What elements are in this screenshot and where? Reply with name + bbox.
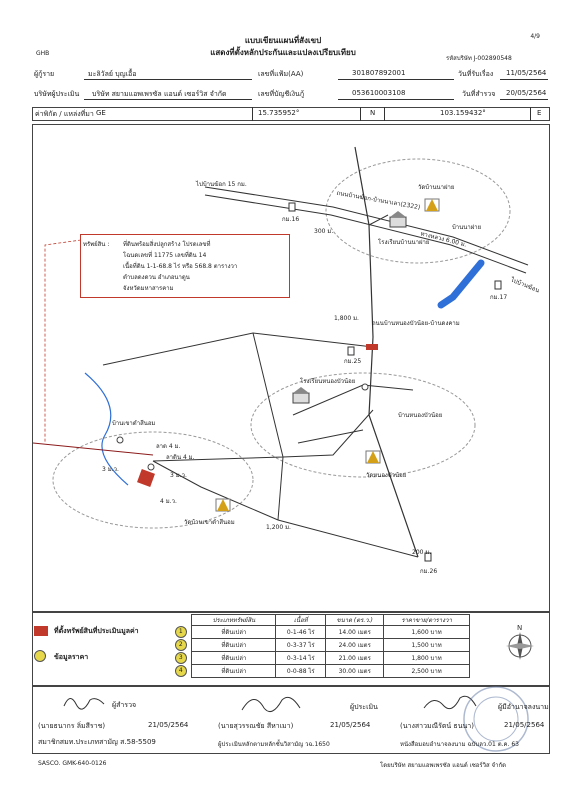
table-cell-size: 21.00 เมตร: [326, 652, 384, 665]
table-cell-type: ที่ดินเปล่า: [192, 665, 276, 678]
table-cell-price: 1,500 บาท: [384, 639, 470, 652]
table-cell-type: ที่ดินเปล่า: [192, 639, 276, 652]
local-road-south-2: [278, 457, 283, 520]
property-line-2: โฉนดเลขที่ 11775 เลขที่ดิน 14: [123, 252, 207, 259]
school-nongbua-icon: [293, 387, 309, 403]
file-number: 301807892001: [352, 69, 406, 77]
km16-icon: [289, 203, 295, 211]
temple-nongbua-icon: [366, 451, 380, 463]
authorized-signer-cert: หนังสือมอบอำนาจลงนาม ฉบับลว.01 ต.ค. 63: [400, 741, 519, 748]
table-cell-type: ที่ดินเปล่า: [192, 652, 276, 665]
local-road-label: ถนนบ้านหนองบัวน้อย-บ้านดงคาม: [372, 320, 460, 327]
school-nongbua-label: โรงเรียนหนองบัวน้อย: [300, 378, 356, 385]
crossing-marker: [366, 344, 378, 350]
village-khaodam-label: บ้านเขาดำสีนอม: [112, 420, 156, 427]
zone-khaodam: [53, 432, 253, 528]
map-area: [32, 124, 550, 612]
appraiser-signer-date: 21/05/2564: [330, 721, 371, 729]
title-sub: แสดงที่ตั้งหลักประกันและแปลงเปรียบเทียบ: [210, 48, 356, 57]
property-link-line: [45, 240, 81, 443]
km16-label: กม.16: [282, 216, 300, 223]
school-nafai-icon: [390, 211, 406, 227]
borrower-label: ผู้กู้ราย: [34, 70, 55, 78]
surveyor-date: 21/05/2564: [148, 721, 189, 729]
title-main: แบบเขียนแผนที่สังเขป: [244, 36, 322, 45]
property-legend-icon: [34, 626, 48, 636]
village-lane-a: [293, 385, 413, 415]
ghb-logo: GHB: [36, 50, 50, 57]
authorized-signer-title: ผู้มีอำนาจลงนาม: [498, 703, 549, 711]
property-box-label: ทรัพย์สิน :: [83, 241, 110, 248]
table-cell-price: 2,500 บาท: [384, 665, 470, 678]
table-cell-area: 0-1-46 ไร่: [276, 626, 326, 639]
table-cell-area: 0-3-37 ไร่: [276, 639, 326, 652]
table-row: [170, 652, 470, 665]
distance-1200-label: 1,200 ม.: [266, 524, 291, 531]
table-header-area: เนื้อที่: [276, 615, 326, 626]
row-number-badge: 3: [175, 652, 187, 664]
temple-khaodam-icon: [216, 499, 230, 511]
temple-nafai-icon: [425, 199, 439, 211]
table-cell-type: ที่ดินเปล่า: [192, 626, 276, 639]
village-nongbua-label: บ้านหนองบัวน้อย: [398, 412, 443, 419]
signature-image: [60, 690, 110, 712]
road-width-label-e: 3 ม.ว.: [170, 472, 187, 479]
table-header-price: ราคาขาย/ตารางวา: [384, 615, 470, 626]
km17-label: กม.17: [490, 294, 508, 301]
receive-date-label: วันที่รับเรื่อง: [458, 70, 494, 78]
appraiser-name: บริษัท สยามแอพเพรซัล แอนด์ เซอร์วิส จำกัด: [92, 90, 227, 98]
market-point-icon: [362, 384, 368, 390]
property-legend-label: ที่ตั้งทรัพย์สินที่ประเมินมูลค่า: [54, 627, 139, 635]
surveyor-cert: สมาชิกสมท.ประเภทสามัญ ส.58-5509: [38, 738, 156, 746]
survey-date-label: วันที่สำรวจ: [462, 90, 496, 98]
km25-icon: [348, 347, 354, 355]
distance-200-label: 200 ม.: [412, 549, 432, 556]
property-info-box: [80, 234, 290, 298]
km26-label: กม.26: [420, 568, 438, 575]
market-legend-icon: [34, 650, 46, 662]
table-cell-area: 0-3-14 ไร่: [276, 652, 326, 665]
appraiser-label: บริษัทผู้ประเมิน: [34, 90, 80, 98]
table-row: [170, 626, 470, 639]
market-point-icon: [117, 437, 123, 443]
appraiser-signer-title: ผู้ประเมิน: [350, 703, 378, 711]
road-width-label-a: 3 ม.ว.: [102, 466, 119, 473]
property-line-1: ที่ดินพร้อมสิ่งปลูกสร้าง โปรดเลขที่: [123, 241, 211, 248]
row-number-badge: 4: [175, 665, 187, 677]
latitude: 15.735952°: [258, 109, 300, 117]
property-line-3: เนื้อที่ดิน 1-1-68.8 ไร่ หรือ 568.8 ตารางวา: [123, 263, 238, 270]
road-width-label-d: 4 ม.ว.: [160, 498, 177, 505]
svg-text:N: N: [517, 624, 523, 632]
account-number-label: เลขที่บัญชีเงินกู้: [258, 90, 305, 98]
temple-khaodam-label: วัดบ้านเขาดำสีนอม: [184, 519, 235, 526]
road-east-label: ไปบ้านฆ้อน: [509, 276, 541, 295]
main-road-label: ถนนบ้านฆ้อก-บ้านนาเลา(2322): [335, 189, 421, 212]
local-road-link: [283, 410, 373, 457]
row-number-badge: 2: [175, 639, 187, 651]
local-road-west: [103, 333, 373, 365]
table-row: [170, 665, 470, 678]
property-access-line: [33, 443, 153, 455]
road-north-label: ไปบ้านฆ้อก 15 กม.: [196, 181, 247, 188]
property-line-5: จังหวัดมหาสารคาม: [123, 285, 174, 292]
distance-300-label: 300 ม.: [314, 228, 334, 235]
table-header-size: ขนาด (ตร.ว.): [326, 615, 384, 626]
property-line-4: ตำบลดงดวน อำเภอนาดูน: [123, 274, 190, 281]
footer-company: โดยบริษัท สยามแอพเพรซัล แอนด์ เซอร์วิส จำกัด: [380, 762, 506, 769]
road-width-label-b: ลาด 4 ม.: [156, 443, 181, 450]
east-marker: E: [537, 109, 542, 117]
km17-icon: [495, 281, 501, 289]
signature-image: [238, 690, 308, 718]
temple-nongbua-label: วัดหนองบัวน้อย: [366, 472, 407, 479]
table-cell-price: 1,800 บาท: [384, 652, 470, 665]
reference-number: รหัสบริษัท J-002890548: [446, 55, 512, 62]
table-cell-price: 1,600 บาท: [384, 626, 470, 639]
account-number: 053610003108: [352, 89, 406, 97]
borrower-name: มะลิวัลย์ บุญเอื้อ: [88, 70, 137, 78]
table-header-type: ประเภททรัพย์สิน: [192, 615, 276, 626]
temple-nafai-label: วัดบ้านนาฝาย: [418, 184, 455, 191]
footer-code: SASCO. GMK-640-0126: [38, 760, 107, 767]
table-cell-area: 0-0-88 ไร่: [276, 665, 326, 678]
file-number-label: เลขที่แฟ้ม(AA): [258, 70, 304, 78]
compass-icon: [500, 622, 540, 666]
authorized-signer-date: 21/05/2564: [504, 721, 545, 729]
row-number-badge: 1: [175, 626, 187, 638]
table-cell-size: 24.00 เมตร: [326, 639, 384, 652]
property-marker: [137, 469, 155, 487]
distance-1800-label: 1,800 ม.: [334, 315, 359, 322]
appraiser-signer-cert: ผู้ประเมินหลักตามหลักชั้นวิสามัญ วฉ.1650: [218, 741, 330, 748]
survey-date: 20/05/2564: [506, 89, 547, 97]
market-point-icon: [148, 464, 154, 470]
market-legend-label: ข้อมูลราคา: [54, 653, 89, 661]
table-cell-size: 30.00 เมตร: [326, 665, 384, 678]
surveyor-title: ผู้สำรวจ: [112, 701, 137, 709]
main-road-width: ทางหลวง 6.00 ม.: [419, 230, 468, 249]
comparison-table: [170, 614, 470, 678]
coordinate-label: ค่าพิกัด / แหล่งที่มา: [35, 110, 94, 118]
table-cell-size: 14.00 เมตร: [326, 626, 384, 639]
school-nafai-label: โรงเรียนบ้านนาฝาย: [378, 239, 430, 246]
receive-date: 11/05/2564: [506, 69, 547, 77]
km25-label: กม.25: [344, 358, 362, 365]
north-marker: N: [370, 109, 376, 117]
surveyor-name: (นายธนากร ลิ่มสีราช): [38, 722, 106, 730]
village-lane-b: [298, 430, 363, 443]
road-width-label-c: ลาดิน 4 ม.: [166, 454, 195, 461]
table-row: [170, 639, 470, 652]
authorized-signer-name: (นางสาวมณีรัตน์ ธนนา): [400, 722, 474, 730]
appraiser-signer-name: (นายสุวรรณชัย สีหาเมา): [218, 722, 294, 730]
longitude: 103.159432°: [440, 109, 486, 117]
village-nafai-label: บ้านนาฝาย: [452, 224, 482, 231]
river-east: [441, 263, 481, 305]
page-number: 4/9: [530, 33, 540, 40]
coordinate-source: GE: [96, 109, 106, 117]
